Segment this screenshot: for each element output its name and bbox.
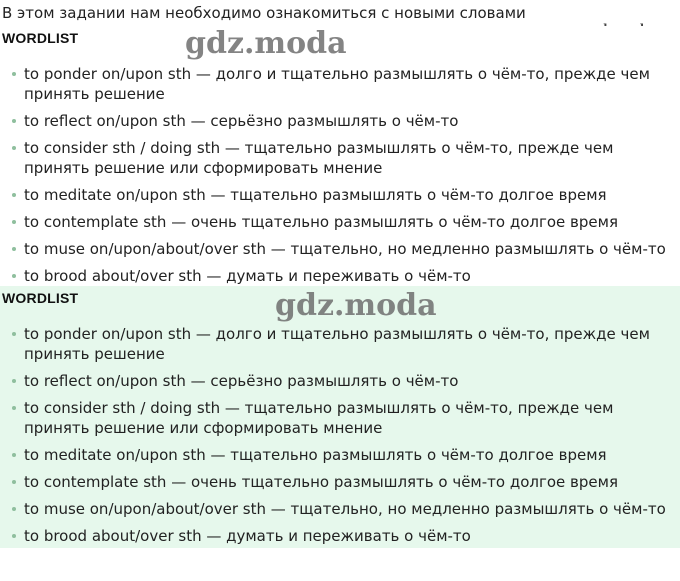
list-item <box>12 111 672 131</box>
list-item <box>12 445 672 465</box>
watermark-logo: gdz.moda <box>275 288 437 323</box>
bullet-icon <box>12 534 16 538</box>
list-item <box>12 526 672 546</box>
list-item <box>12 266 672 286</box>
list-item-text: to muse on/upon/about/over sth — тщательно, но медленно размышлять о чём-то <box>24 500 666 518</box>
list-item-text: to muse on/upon/about/over sth — тщательно, но медленно размышлять о чём-то <box>24 240 666 258</box>
list-item <box>12 371 672 391</box>
list-item-text: to contemplate sth — очень тщательно размышлять о чём-то долгое время <box>24 473 618 491</box>
list-item-text: to brood about/over sth — думать и переживать о чём-то <box>24 267 471 285</box>
wordlist-section-bottom <box>0 286 680 548</box>
list-item-text: to meditate on/upon sth — тщательно размышлять о чём-то долгое время <box>24 446 607 464</box>
bullet-icon <box>12 72 16 76</box>
bullet-icon <box>12 480 16 484</box>
bullet-icon <box>12 453 16 457</box>
watermark-logo: gdz.moda <box>185 26 347 61</box>
list-item-text: to ponder on/upon sth — долго и тщательно размышлять о чём-то, прежде чем принять решение <box>24 325 650 363</box>
bullet-icon <box>12 274 16 278</box>
bullet-icon <box>12 332 16 336</box>
wordlist <box>12 64 672 293</box>
list-item-text: to consider sth / doing sth — тщательно размышлять о чём-то, прежде чем принять решение или сформировать мнение <box>24 139 614 177</box>
list-item <box>12 212 672 232</box>
list-item-text: to consider sth / doing sth — тщательно размышлять о чём-то, прежде чем принять решение или сформировать мнение <box>24 399 614 437</box>
bullet-icon <box>12 220 16 224</box>
list-item <box>12 239 672 259</box>
intro-text: В этом задании нам необходимо ознакомиться с новыми словами <box>2 4 526 22</box>
bullet-icon <box>12 146 16 150</box>
list-item-text: to meditate on/upon sth — тщательно размышлять о чём-то долгое время <box>24 186 607 204</box>
list-item-text: to ponder on/upon sth — долго и тщательно размышлять о чём-то, прежде чем принять решение <box>24 65 650 103</box>
bullet-icon <box>12 247 16 251</box>
list-item <box>12 64 672 104</box>
list-item-text: to brood about/over sth — думать и переживать о чём-то <box>24 527 471 545</box>
list-item <box>12 499 672 519</box>
list-item <box>12 185 672 205</box>
list-item <box>12 138 672 178</box>
list-item <box>12 324 672 364</box>
list-item-text: to contemplate sth — очень тщательно размышлять о чём-то долгое время <box>24 213 618 231</box>
bullet-icon <box>12 406 16 410</box>
wordlist-section-top <box>0 26 680 286</box>
list-item-text: to reflect on/upon sth — серьёзно размышлять о чём-то <box>24 112 459 130</box>
bullet-icon <box>12 379 16 383</box>
list-item <box>12 472 672 492</box>
wordlist-heading: WORDLIST <box>2 290 79 306</box>
bullet-icon <box>12 193 16 197</box>
wordlist <box>12 324 672 553</box>
list-item-text: to reflect on/upon sth — серьёзно размышлять о чём-то <box>24 372 459 390</box>
bullet-icon <box>12 507 16 511</box>
wordlist-heading: WORDLIST <box>2 30 79 46</box>
bullet-icon <box>12 119 16 123</box>
list-item <box>12 398 672 438</box>
